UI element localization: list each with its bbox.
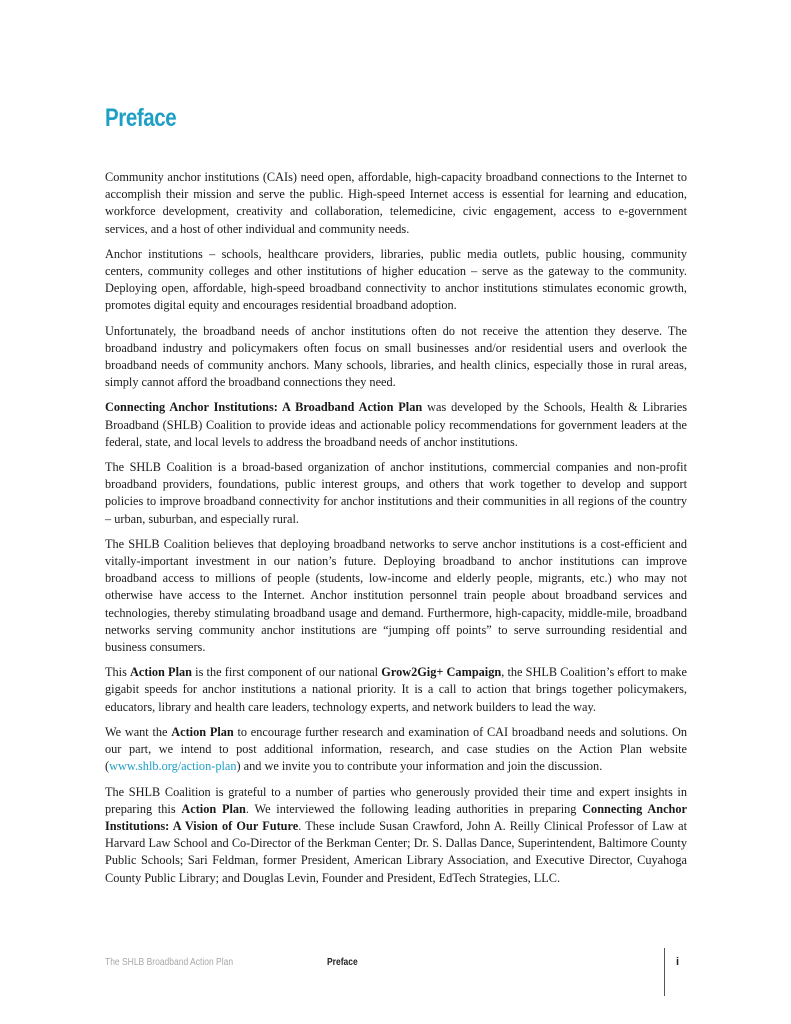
paragraph-4-text: was developed by the Schools, Health & Libraries Broadband (SHLB) Coalition to provide ideas and actionable policy recommendations for government leaders at the federal, state, and local levels to address the broadband needs of anchor institutions. <box>105 400 687 449</box>
page-title: Preface <box>105 104 177 132</box>
action-plan-bold: Action Plan <box>171 724 234 739</box>
footer-section: Preface <box>327 957 358 968</box>
paragraph-3: Unfortunately, the broadband needs of anchor institutions often do not receive the attention they deserve. The broadband industry and policymakers often focus on small businesses and/or residential users and overlook the broadband needs of community anchors. Many schools, libraries, and health clinics, especially those in rural areas, simply cannot afford the broadband connections they need. <box>105 323 687 390</box>
paragraph-7-text-a: This <box>105 665 131 680</box>
paragraph-9-text-d: . These include Susan Crawford, John A. Reilly Clinical Professor of Law at Harvard Law School and Co-Director of the Berkman Center; Dr. S. Dallas Dance, Superintendent, Baltimore County Public Schools; Sari Feldman, former President, American Library Association, and Executive Director, Cuyahoga County Public Library; and Douglas Levin, Founder and President, EdTech Strategies, LLC. <box>105 818 687 885</box>
paragraph-7-text-c: is the first component of our national <box>191 665 382 680</box>
page-number: i <box>676 956 680 968</box>
action-plan-bold: Action Plan <box>130 665 192 680</box>
paragraph-8 <box>105 724 687 776</box>
paragraph-4 <box>105 399 687 451</box>
paragraph-7-text-d: , the SHLB Coalition’s effort to make gigabit speeds for anchor institutions a national priority. It is a call to action that brings together policymakers, educators, library and health care leaders, technology experts, and network builders to lead the way. <box>105 665 688 714</box>
paragraph-7 <box>105 664 687 716</box>
paragraph-1: Community anchor institutions (CAIs) need open, affordable, high-capacity broadband connections to the Internet to accomplish their mission and serve the public. High-speed Internet access is essential for learning and education, workforce development, creativity and collaboration, telemedicine, civic engagement, access to e-government services, and a host of other individual and community needs. <box>105 170 687 236</box>
paragraph-8-text-a: We want the <box>105 724 172 739</box>
paragraph-9 <box>105 784 687 887</box>
footer-doc-title: The SHLB Broadband Action Plan <box>105 957 234 968</box>
paragraph-8-text-c: to encourage further research and examination of CAI broadband needs and solutions. On our part, we intend to post additional information, research, and case studies on the Action Plan website ( <box>105 724 688 774</box>
action-plan-website-link[interactable]: www.shlb.org/action-plan <box>109 759 237 774</box>
paragraph-9-text-a: The SHLB Coalition is grateful to a number of parties who generously provided their time and expert insights in preparing this <box>105 784 687 816</box>
campaign-name: Grow2Gig+ Campaign <box>381 665 502 680</box>
paragraph-9-text-c: . We interviewed the following leading authorities in preparing <box>245 801 583 816</box>
vision-title: Connecting Anchor Institutions: A Vision of Our Future <box>105 801 687 833</box>
preface-body <box>105 169 687 895</box>
paragraph-2: Anchor institutions – schools, healthcare providers, libraries, public media outlets, public housing, community centers, community colleges and other institutions of higher education – serve as the gateway to the community. Deploying open, affordable, high-speed broadband connectivity to anchor institutions stimulates economic growth, promotes digital equity and encourages residential broadband adoption. <box>105 246 687 313</box>
paragraph-8-text-d: ) and we invite you to contribute your information and join the discussion. <box>236 759 603 774</box>
footer-divider <box>664 948 665 996</box>
action-plan-title: Connecting Anchor Institutions: A Broadband Action Plan <box>105 400 423 415</box>
paragraph-5: The SHLB Coalition is a broad-based organization of anchor institutions, commercial companies and non-profit broadband providers, foundations, public interest groups, and others that work together to develop and support policies to improve broadband connectivity for anchor institutions and their communities in all regions of the country – urban, suburban, and especially rural. <box>105 460 687 526</box>
action-plan-bold: Action Plan <box>181 801 246 816</box>
paragraph-6: The SHLB Coalition believes that deploying broadband networks to serve anchor institutions is a cost-efficient and vitally-important investment in our nation’s future. Deploying broadband to anchor institutions can improve broadband access to millions of people (students, low-income and elderly people, migrants, etc.) who may not otherwise have access to the Internet. Anchor institution personnel train people about broadband services and technologies, thereby stimulating broadband usage and demand. Furthermore, high-capacity, middle-mile, broadband networks serving community anchor institutions are “jumping off points” to serve surrounding residential and business consumers. <box>105 536 687 655</box>
